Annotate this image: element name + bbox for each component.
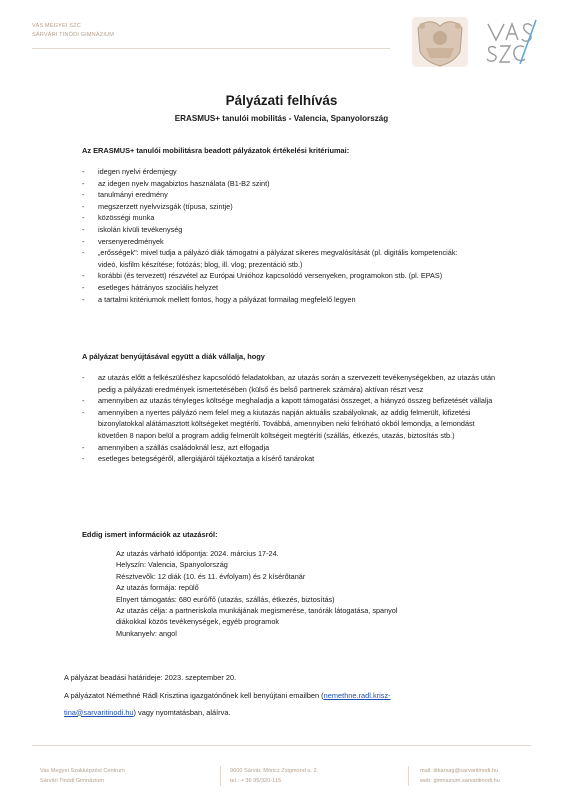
criteria-item: - iskolán kívüli tevékenység (82, 224, 183, 234)
school-crest-icon (410, 14, 470, 70)
criteria-item: - esetleges hátrányos szociális helyzet (82, 282, 219, 292)
header-divider (32, 48, 390, 49)
criteria-list (82, 166, 478, 305)
deadline-text: A pályázat beadási határideje: 2023. szeptember 20. (64, 673, 237, 682)
criteria-item: - idegen nyelvi érdemjegy (82, 167, 177, 176)
commitment-item: - az utazás előtt a felkészüléshez kapcsolódó feladatokban, az utazás során a szervezett tevékenységekben, az utazás után pedig a pályázati eredmények ismertetésében (külső és belső partnerek számára) aktívan részt vesz (82, 373, 496, 394)
page-subtitle: ERASMUS+ tanulói mobilitás - Valencia, Spanyolország (174, 114, 389, 123)
commitment-item: - amennyiben a szállás családoknál lesz, azt elfogadja (82, 442, 270, 452)
commitment-item: - amennyiben az utazás tényleges költsége meghaladja a kapott támogatási összeget, a hiányzó összeg befizetését vállalja (82, 396, 493, 406)
trip-info-line: Elnyert támogatás: 680 euró/fő (utazás, szállás, étkezés, biztosítás) (116, 594, 335, 604)
trip-info-heading: Eddig ismert információk az utazásról: (82, 530, 218, 539)
criteria-item: - közösségi munka (82, 213, 155, 223)
footer-divider (32, 745, 531, 746)
criteria-item: - „erősségek": mivel tudja a pályázó diák támogatni a pályázat sikeres megvalósítását (pl. digitális kompetenciák: videó, kisfilm készítése; fotózás; blog, ill. vlog; prezentáció stb.) (82, 248, 458, 269)
school-header (32, 22, 114, 39)
commitments-list (82, 372, 496, 465)
criteria-item: - az idegen nyelv magabiztos használata (B1-B2 szint) (82, 178, 270, 188)
trip-info-line: Résztvevők: 12 diák (10. és 11. évfolyam) és 2 kísérőtanár (116, 571, 306, 581)
trip-info-line: Az utazás várható időpontja: 2024. március 17-24. (116, 549, 279, 558)
criteria-item: - tanulmányi eredmény (82, 190, 168, 200)
footer-organization: Vas Megyei Szakképzési Centrum Sárvári Tinódi Gimnázium (40, 768, 125, 784)
trip-info-line: Helyszín: Valencia, Spanyolország (116, 560, 228, 570)
page-title: Pályázati felhívás (225, 93, 338, 108)
email-link-continued[interactable]: tina@sarvaritinodi.hu (64, 707, 134, 717)
trip-info-list (116, 548, 398, 639)
school-name-line1: VAS MEGYEI SZC (32, 23, 81, 29)
trip-info-line: Az utazás célja: a partneriskola munkájának megismerése, tanórák látogatása, spanyol (116, 606, 398, 616)
commitment-item: - esetleges betegségéről, allergiájáról tájékoztatja a kísérő tanárokat (82, 454, 315, 464)
footer-contact: mail: titkarsag@sarvaritinodi.hu web: gimnazium.sarvaritinodi.hu (420, 768, 500, 784)
criteria-item: - megszerzett nyelvvizsgák (típusa, szintje) (82, 201, 233, 211)
criteria-item: - versenyeredmények (82, 236, 164, 246)
criteria-heading: Az ERASMUS+ tanulói mobilitásra beadott pályázatok értékelési kritériumai: (82, 146, 350, 155)
footer-separator (220, 766, 221, 786)
commitments-heading: A pályázat benyújtásával együtt a diák vállalja, hogy (82, 352, 265, 361)
footer-separator (408, 766, 409, 786)
criteria-item: - a tartalmi kritériumok mellett fontos, hogy a pályázat formailag megfelelő legyen (82, 294, 356, 304)
commitment-item: - amennyiben a nyertes pályázó nem felel meg a kiutazás napján aktuális szabályoknak, az addig felmerült, kifizetési bizonylatokkal alátámasztott költségeket megtéríti. Továbbá, amennyiben neki felróható okból lemondja, a lemondást követően 8 napon belül a program addig felmerült költségeit megtéríti (szállás, étkezés, utazás, biztosítás stb.) (82, 407, 475, 440)
submission-text: A pályázatot Némethné Rádl Krisztina igazgatónőnek kell benyújtani emailben (nemethne.radl.krisz- tina@sarvaritinodi.hu) vagy nyomtatásban, aláírva. (64, 691, 391, 717)
email-link[interactable]: nemethne.radl.krisz- (323, 691, 391, 700)
trip-info-line: Az utazás formája: repülő (116, 583, 199, 593)
footer-address: 9600 Sárvár, Móricz Zsigmond u. 2. tel.: + 36 95/320-115 (230, 768, 319, 784)
criteria-item: - korábbi (és tervezett) részvétel az Európai Unióhoz kapcsolódó versenyeken, programokon stb. (pl. EPAS) (82, 271, 443, 281)
school-name-line2: SÁRVÁRI TINÓDI GIMNÁZIUM (32, 31, 115, 38)
vas-szc-logo-icon (484, 18, 538, 68)
trip-info-line: Munkanyelv: angol (116, 628, 177, 638)
trip-info-line: diákokkal közös tevékenységek, egyéb programok (116, 617, 280, 627)
